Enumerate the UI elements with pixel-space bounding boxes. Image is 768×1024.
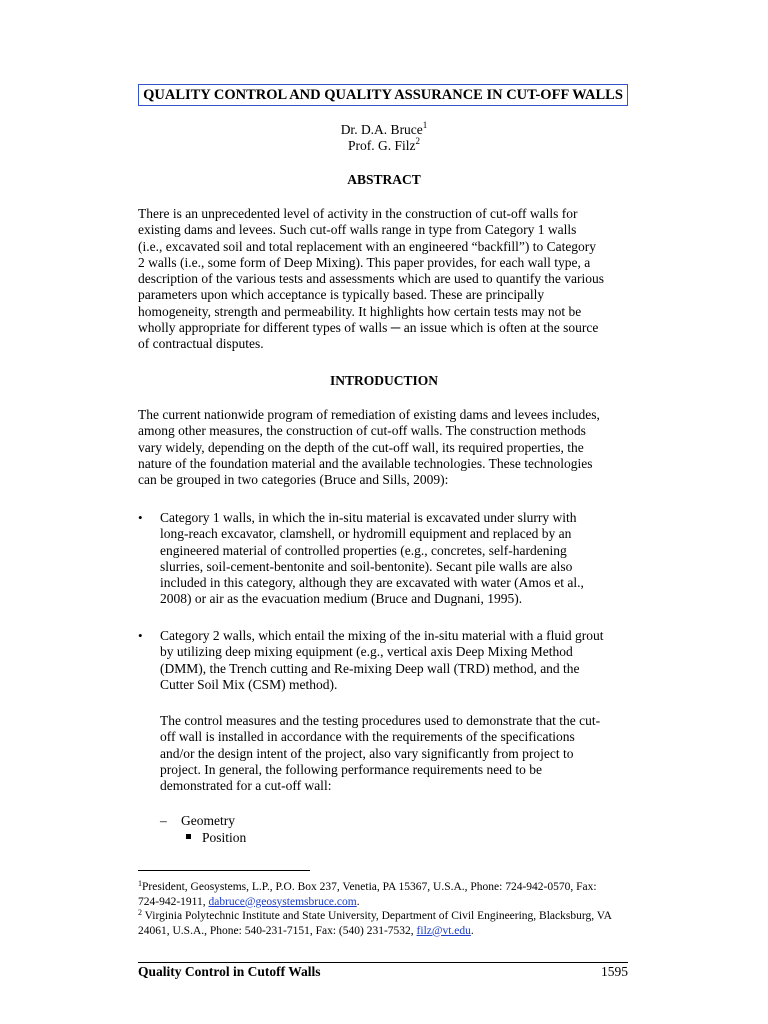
running-footer-title: Quality Control in Cutoff Walls [138, 964, 321, 979]
footnote-2-prefix: 24061, U.S.A., Phone: 540-231-7151, Fax: (540) 231-7532, [138, 924, 417, 937]
footnote-divider [138, 870, 310, 871]
bullet-item-category-2 [160, 628, 628, 693]
bullet-icon: • [138, 628, 143, 643]
intro-line: The current nationwide program of remediation of existing dams and levees includes, [138, 407, 600, 422]
abstract-line: 2 walls (i.e., some form of Deep Mixing). This paper provides, for each wall type, a [138, 254, 591, 270]
footnote-1 [138, 880, 638, 909]
abstract-line: description of the various tests and assessments which are used to quantify the various [138, 271, 605, 287]
footnote-1-line-2 [138, 895, 638, 910]
control-line: and/or the design intent of the project, also vary significantly from project to [160, 745, 574, 761]
footnote-1-text: President, Geosystems, L.P., P.O. Box 237, Venetia, PA 15367, U.S.A., Phone: 724-942-0570, Fax: [142, 881, 597, 893]
abstract-line: wholly appropriate for different types of walls ─ an issue which is often at the source [138, 320, 599, 336]
footer-divider [138, 962, 628, 963]
bullet-line: long-reach excavator, clamshell, or hydromill equipment and replaced by an [160, 526, 572, 542]
bullet-line: Category 2 walls, which entail the mixing of the in-situ material with a fluid grout [160, 628, 604, 643]
footnote-1-prefix: 724-942-1911, [138, 895, 209, 908]
intro-line: can be grouped in two categories (Bruce and Sills, 2009): [138, 472, 449, 488]
footnote-2-line-2 [138, 924, 638, 939]
abstract-line: existing dams and levees. Such cut-off walls range in type from Category 1 walls [138, 222, 577, 238]
bullet-line: included in this category, although they are excavated with water (Amos et al., [160, 575, 584, 591]
dash-icon: – [160, 813, 167, 828]
introduction-paragraph [138, 407, 628, 488]
author-1-name: Dr. D.A. Bruce [340, 122, 423, 137]
bullet-line: (DMM), the Trench cutting and Re-mixing Deep wall (TRD) method, and the [160, 660, 580, 676]
bullet-line: slurries, soil-cement-bentonite and soil-bentonite). Secant pile walls are also [160, 558, 573, 574]
bullet-line: Cutter Soil Mix (CSM) method). [160, 676, 338, 692]
abstract-line: homogeneity, strength and permeability. It highlights how certain tests may not be [138, 303, 582, 319]
introduction-heading: INTRODUCTION [329, 373, 438, 388]
abstract-heading: ABSTRACT [347, 172, 421, 187]
abstract-paragraph [138, 206, 628, 353]
intro-line: among other measures, the construction of cut-off walls. The construction methods [138, 423, 586, 439]
footnote-2 [138, 909, 638, 938]
author-2-mark: 2 [415, 136, 420, 146]
bullet-item-category-1 [160, 510, 628, 608]
author-1 [0, 122, 768, 138]
footnote-2-suffix: . [470, 924, 474, 937]
footnote-2-mark: 2 [138, 908, 142, 917]
intro-line: nature of the foundation material and the available technologies. These technologies [138, 455, 593, 471]
email-link-filz[interactable]: filz@vt.edu [416, 924, 471, 937]
sublist-item-geometry: Geometry [181, 813, 235, 828]
intro-line: vary widely, depending on the depth of the cut-off wall, its required properties, the [138, 439, 584, 455]
abstract-line: of contractual disputes. [138, 336, 264, 352]
control-paragraph [160, 713, 628, 794]
control-line: The control measures and the testing procedures used to demonstrate that the cut- [160, 713, 601, 728]
abstract-line: parameters upon which acceptance is typically based. These are principally [138, 287, 545, 303]
control-line: project. In general, the following performance requirements need to be [160, 761, 542, 777]
page-number: 1595 [601, 964, 628, 979]
bullet-line: 2008) or air as the evacuation medium (Bruce and Dugnani, 1995). [160, 591, 523, 607]
footnote-2-text: Virginia Polytechnic Institute and State University, Department of Civil Engineering, Blacksburg, VA [142, 910, 612, 922]
footnote-2-line-1 [138, 909, 638, 924]
author-2 [0, 138, 768, 154]
bullet-icon: • [138, 510, 143, 525]
control-line: demonstrated for a cut-off wall: [160, 778, 332, 794]
footnote-1-mark: 1 [138, 879, 142, 888]
control-line: off wall is installed in accordance with the requirements of the specifications [160, 729, 575, 745]
author-2-name: Prof. G. Filz [348, 138, 416, 153]
bullet-line: by utilizing deep mixing equipment (e.g., vertical axis Deep Mixing Method [160, 644, 573, 660]
sublist-subitem-position: Position [202, 830, 247, 845]
email-link-bruce[interactable]: dabruce@geosystemsbruce.com [208, 895, 357, 908]
square-bullet-icon [186, 834, 191, 839]
bullet-line: Category 1 walls, in which the in-situ material is excavated under slurry with [160, 510, 577, 525]
abstract-line: (i.e., excavated soil and total replacement with an engineered “backfill”) to Category [138, 238, 597, 254]
abstract-line: There is an unprecedented level of activity in the construction of cut-off walls for [138, 206, 578, 221]
author-1-mark: 1 [422, 120, 428, 130]
footnote-1-line-1 [138, 880, 638, 895]
bullet-line: engineered material of controlled properties (e.g., concretes, self-hardening [160, 542, 567, 558]
footnote-1-suffix: . [356, 895, 360, 908]
paper-title: QUALITY CONTROL AND QUALITY ASSURANCE IN CUT-OFF WALLS [138, 84, 628, 106]
